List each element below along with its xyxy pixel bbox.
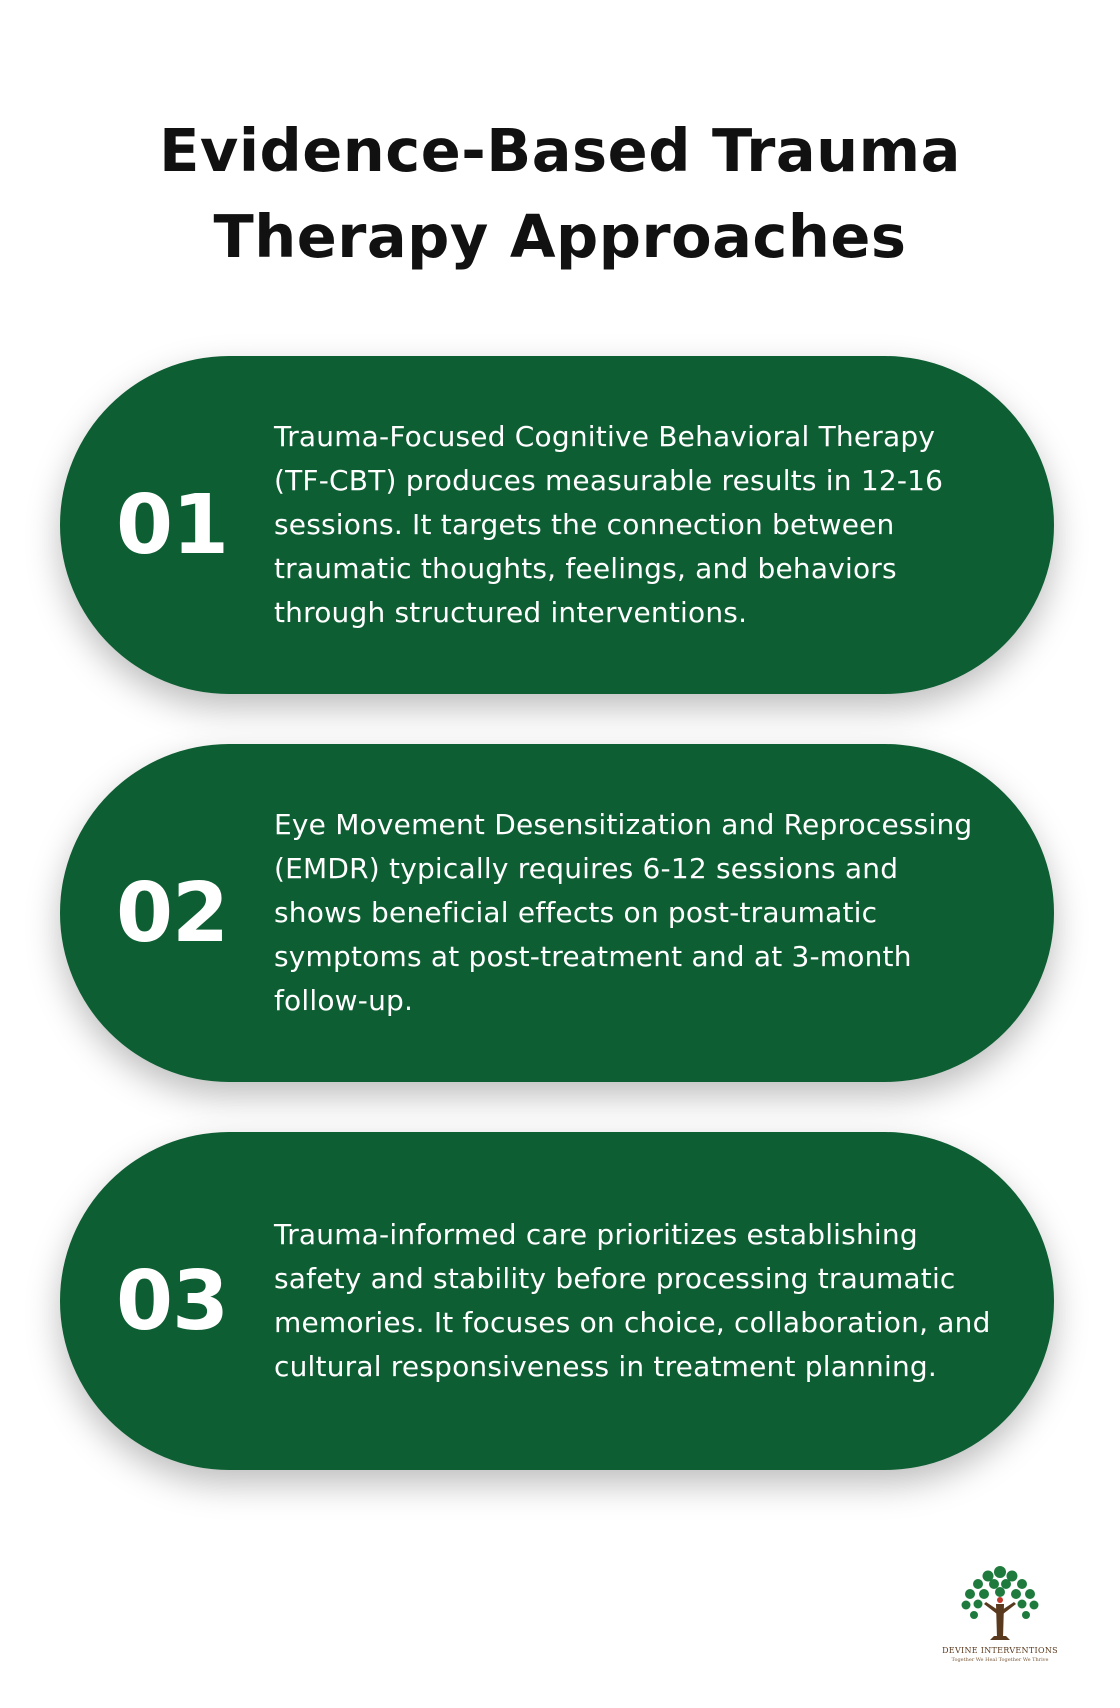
tree-logo-icon xyxy=(940,1560,1060,1646)
card-number: 03 xyxy=(116,1253,229,1349)
card-number: 01 xyxy=(116,477,229,573)
approach-card-1 xyxy=(60,356,1054,694)
approach-card-3 xyxy=(60,1132,1054,1470)
approach-card-2 xyxy=(60,744,1054,1082)
card-number: 02 xyxy=(116,865,229,961)
logo-name: DEVINE INTERVENTIONS xyxy=(942,1646,1058,1655)
brand-logo xyxy=(940,1560,1060,1670)
card-description: Eye Movement Desensitization and Reprocessing (EMDR) typically requires 6-12 sessions and shows beneficial effects on post-traumatic symptoms at post-treatment and at 3-month follow-up. xyxy=(274,808,973,1017)
card-description: Trauma-informed care prioritizes establishing safety and stability before processing traumatic memories. It focuses on choice, collaboration, and cultural responsiveness in treatment planning. xyxy=(274,1218,991,1383)
card-description: Trauma-Focused Cognitive Behavioral Therapy (TF-CBT) produces measurable results in 12-16 sessions. It targets the connection between traumatic thoughts, feelings, and behaviors through structured interventions. xyxy=(274,420,944,629)
page-title: Evidence-Based Trauma Therapy Approaches xyxy=(159,116,961,271)
logo-tagline: Together We Heal Together We Thrive xyxy=(951,1657,1049,1663)
